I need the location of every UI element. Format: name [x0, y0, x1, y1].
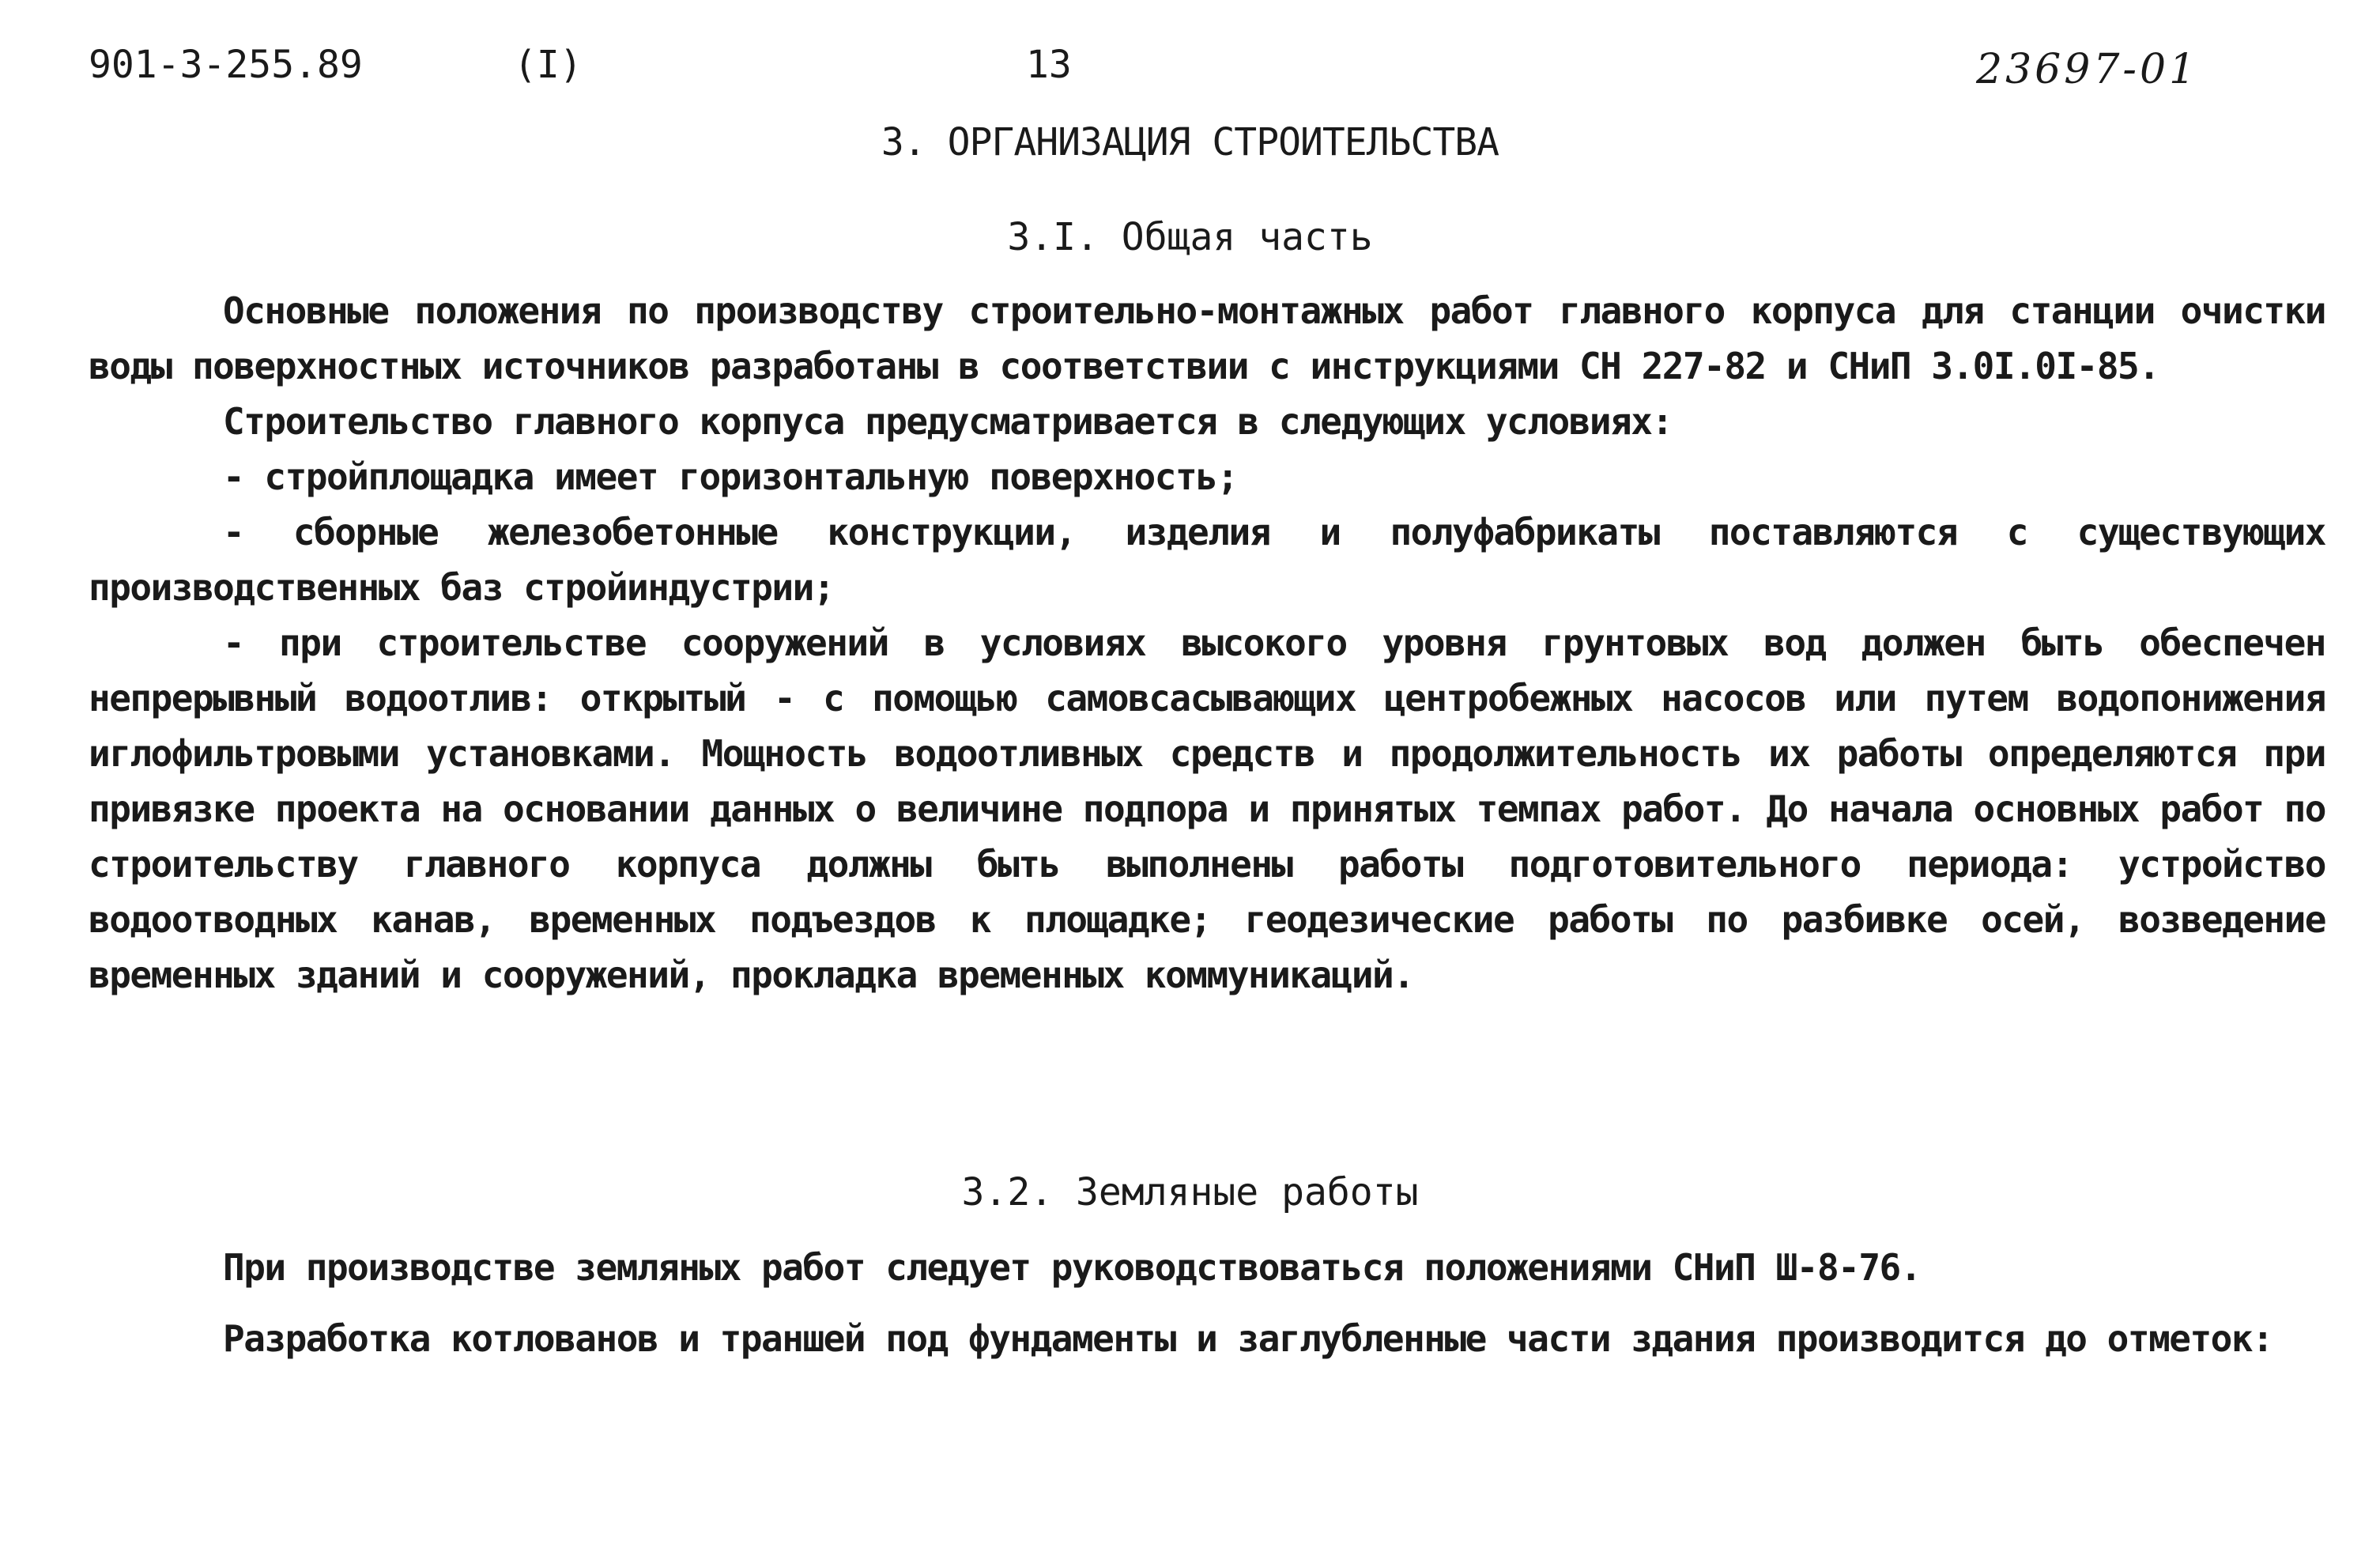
- paragraph: Разработка котлованов и траншей под фундаменты и заглубленные части здания производится до отметок:: [223, 1317, 2273, 1360]
- paragraph: Строительство главного корпуса предусматривается в следующих условиях:: [223, 400, 1673, 443]
- list-item: - при строительстве сооружений в условиях высокого уровня грунтовых вод должен быть обеспечен непрерывный водоотлив: открытый - с помощью самовсасывающих центробежных насосов или путем водопонижения иглофильтровыми установками. Мощность водоотливных средств и продолжительность их работы определяются при привязке проекта на основании данных о величине подпора и принятых темпах работ. До начала основных работ по строительству главного корпуса должны быть выполнены работы подготовительного периода: устройство водоотводных канав, временных подъездов к площадке; геодезические работы по разбивке осей, возведение временных зданий и сооружений, прокладка временных коммуникаций.: [89, 621, 2325, 996]
- general-section-body: [89, 283, 2325, 1003]
- paragraph: При производстве земляных работ следует руководствоваться положениями СНиП Ш-8-76.: [223, 1246, 1921, 1289]
- inventory-number: 23697-01: [1976, 46, 2199, 93]
- document-part: (I): [514, 43, 583, 87]
- subsection-title-earthworks: 3.2. Земляные работы: [961, 1170, 1419, 1214]
- list-item: - сборные железобетонные конструкции, изделия и полуфабрикаты поставляются с существующих производственных баз стройиндустрии;: [89, 511, 2325, 609]
- paragraph: Основные положения по производству строительно-монтажных работ главного корпуса для станции очистки воды поверхностных источников разработаны в соответствии с инструкциями СН 227-82 и СНиП 3.0I.0I-85.: [89, 289, 2325, 387]
- section-title: 3. ОРГАНИЗАЦИЯ СТРОИТЕЛЬСТВА: [881, 120, 1499, 164]
- document-code: 901-3-255.89: [89, 43, 363, 87]
- subsection-title-general: 3.I. Общая часть: [1007, 215, 1373, 259]
- earthworks-section-body: [89, 1240, 2325, 1382]
- list-item: - стройплощадка имеет горизонтальную поверхность;: [223, 455, 1238, 498]
- page-number: 13: [1026, 43, 1072, 87]
